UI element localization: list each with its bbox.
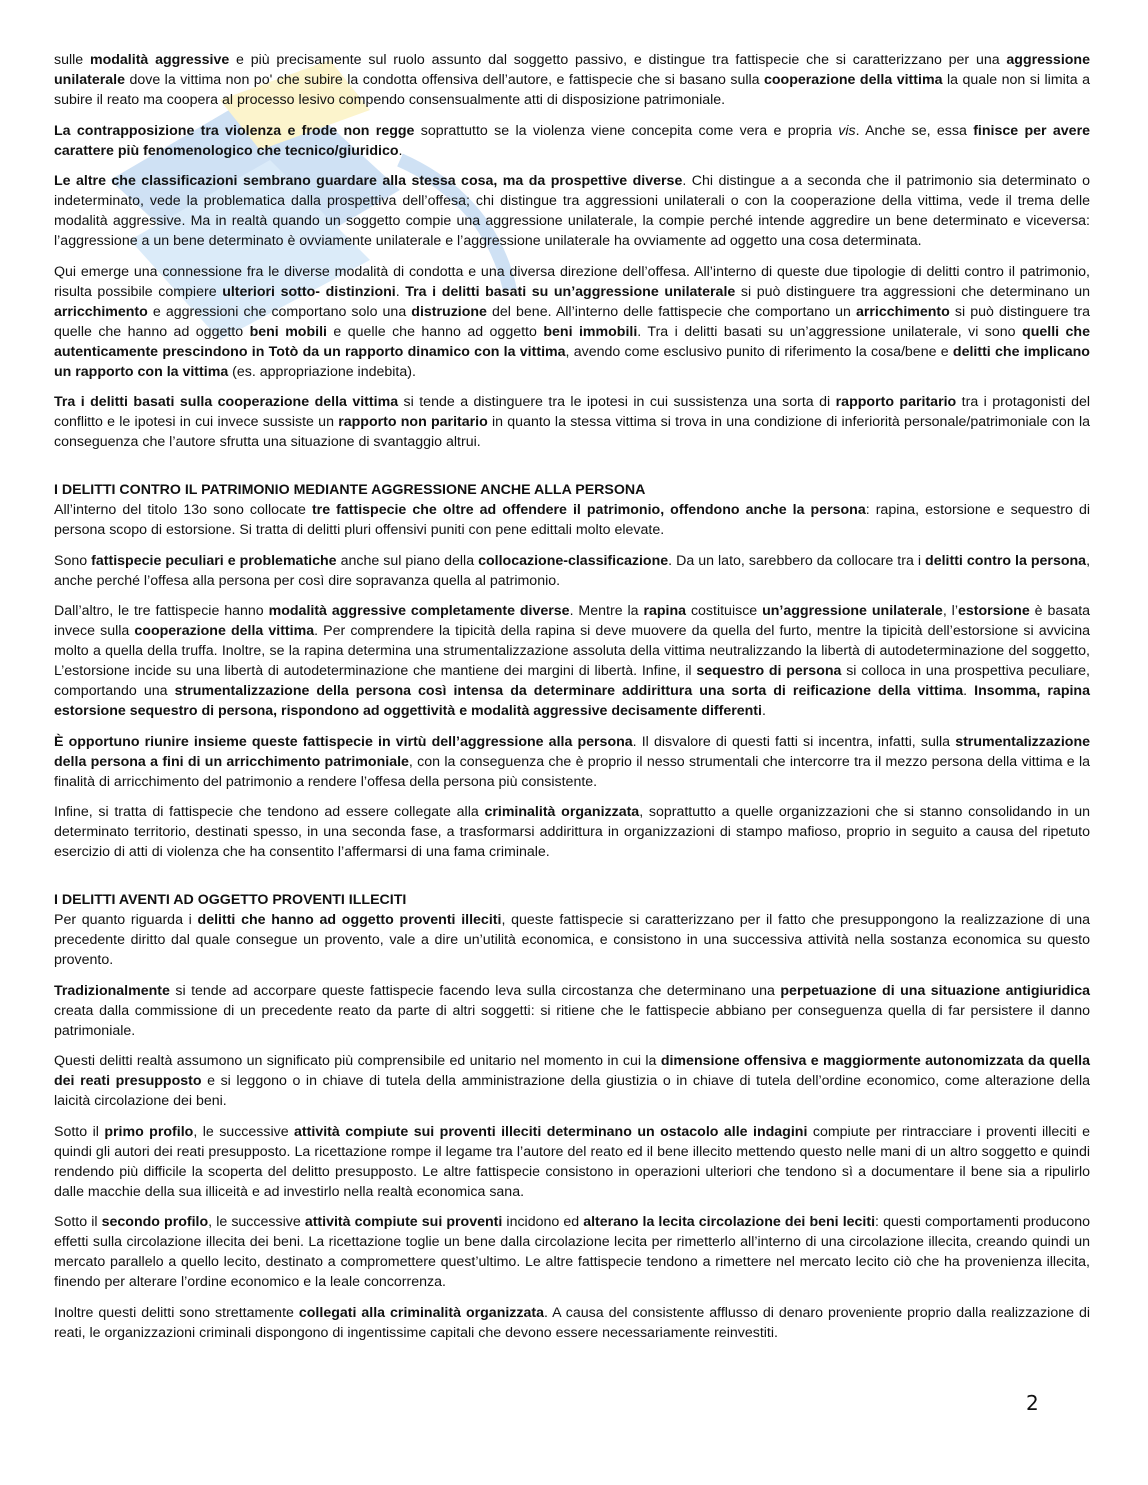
paragraph-12 [54, 981, 1090, 1041]
text-run: ulteriori sotto- distinzioni [222, 283, 396, 300]
text-run: . Da un lato, sarebbero da collocare tra i [668, 552, 926, 569]
text-run: beni immobili [543, 323, 638, 340]
text-run: Inoltre questi delitti sono strettamente [54, 1304, 299, 1321]
page-number: 2 [1026, 1391, 1039, 1415]
text-run: : questi comportamenti producono effetti sulla circolazione illecita dei beni. La ricettazione toglie un bene dalla circolazione lecita per rimetterlo all’interno di una circolazione illecita, creando quindi un mercato parallelo a quello lecito, destinato a compromettere quest’ultimo. Le altre fattispecie tendono a rimettere nel mercato lecito ciò che ha provenienza illecita, finendo per alterare l’ordine economico e la leale concorrenza. [54, 1214, 1090, 1290]
text-run: . Anche se, essa [855, 122, 974, 139]
text-run: alterano la lecita circolazione dei beni leciti [583, 1214, 876, 1230]
text-run: Dall’altro, le tre fattispecie hanno [54, 603, 269, 619]
text-run: beni mobili [249, 323, 327, 340]
text-run: , avendo come esclusivo punito di riferimento la cosa/bene e [565, 343, 953, 360]
text-run: , l’ [942, 603, 958, 619]
text-run: vis [838, 122, 856, 139]
text-run: e si leggono o in chiave di tutela della amministrazione della giustizia o in chiave di tutela dell’ordine economico, come alterazione della laicità circolazione dei beni. [54, 1073, 1090, 1109]
text-run: . [395, 283, 406, 300]
paragraph-5 [54, 392, 1090, 452]
text-run: creata dalla commissione di un precedente reato da parte di altri soggetti: si ritiene che le fattispecie abbiano per conseguenza quella di far persistere il danno patrimoniale. [54, 1002, 1090, 1039]
text-run: rapporto non paritario [338, 414, 488, 430]
text-run: (es. appropriazione indebita). [228, 363, 416, 380]
text-run: e aggressioni che comportano solo una [147, 303, 412, 320]
text-run: dimensione offensiva e maggiormente autonomizzata da quella dei reati presupposto [54, 1053, 1091, 1089]
section-heading-proventi: I DELITTI AVENTI AD OGGETTO PROVENTI ILLECITI [54, 892, 407, 908]
text-run: un’aggressione unilaterale [762, 603, 943, 619]
paragraph-4 [54, 262, 1090, 382]
paragraph-14 [54, 1122, 1090, 1202]
text-run: arricchimento [856, 303, 950, 320]
text-run: , soprattutto a quelle organizzazioni che si stanno consolidando in un determinato territorio, destinati spesso, in una seconda fase, a trasformarsi addirittura in organizzazioni di stampo mafioso, proprio in seguito a causa del ripetuto esercizio di atti di violenza che ha consentito l’affermarsi di una fama criminale. [54, 804, 1090, 860]
text-run: si può distinguere tra quelle che hanno ad oggetto [54, 303, 1090, 340]
text-run: anche sul piano della [336, 552, 479, 569]
text-run: cooperazione della vittima [764, 72, 943, 88]
text-run: Per quanto riguarda i [54, 912, 198, 928]
text-run: incidono ed [502, 1214, 584, 1230]
text-run: , le successive [193, 1123, 295, 1140]
text-run: si tende ad accorpare queste fattispecie facendo leva sulla circostanza che determinano una [169, 982, 781, 999]
text-run: si può distinguere tra aggressioni che determinano un [735, 283, 1091, 300]
text-run: , con la conseguenza che è proprio il nesso strumentali che intercorre tra il mezzo persona della vittima e la finalità di arricchimento del patrimonio a rendere l’offesa della persona più consistente. [54, 753, 1090, 790]
text-run: tra i protagonisti del conflitto e le ipotesi in cui invece sussiste un [54, 394, 1091, 430]
text-run: e quelle che hanno ad oggetto [326, 323, 544, 340]
text-run: . Tra i delitti basati su un’aggressione unilaterale, vi sono [637, 323, 1023, 340]
text-run: distruzione [411, 303, 487, 320]
text-run: estorsione [957, 603, 1030, 619]
paragraph-11 [54, 910, 1090, 970]
text-run: rapina [643, 603, 687, 619]
text-run: strumentalizzazione della persona così intensa da determinare addirittura una sorta di reificazione della vittima [174, 683, 964, 699]
text-run: aggressione unilaterale [54, 52, 1090, 88]
text-run: , anche perché l’offesa alla persona per così dire sopravanza quella al patrimonio. [54, 552, 1091, 589]
text-run: . A causa del consistente afflusso di denaro proveniente proprio dalla realizzazione di reati, le organizzazioni criminali dispongono di ingentissime capitali che devono essere necessariamente reinvestiti. [54, 1304, 1091, 1341]
paragraph-8 [54, 601, 1090, 721]
paragraph-6 [54, 500, 1090, 540]
text-run: è basata invece sulla [54, 603, 1091, 639]
document-page [54, 50, 1090, 1353]
text-run: , queste fattispecie si caratterizzano per il fatto che presuppongono la realizzazione di una precedente diritto dal quale consegue un provento, vale a dire un’utilità economica, e consistono in una successiva attività nella sostanza economica su questo provento. [54, 912, 1090, 968]
text-run: . [761, 703, 766, 719]
text-run: collegati alla criminalità organizzata [298, 1304, 545, 1321]
paragraph-3 [54, 171, 1090, 251]
text-run: Tradizionalmente [54, 982, 170, 999]
paragraph-10 [54, 802, 1090, 862]
text-run: . Il disvalore di questi fatti si incentra, infatti, sulla [632, 733, 956, 750]
text-run: Tra i delitti basati su un’aggressione unilaterale [405, 283, 736, 300]
text-run: Sotto il [54, 1214, 102, 1230]
text-run: Tra i delitti basati sulla cooperazione della vittima [54, 394, 399, 410]
text-run: collocazione-classificazione [478, 552, 669, 569]
text-run: primo profilo [104, 1123, 194, 1140]
text-run: : rapina, estorsione e sequestro di persona scopo di estorsione. Si tratta di delitti pluri offensivi puniti con pene edittali molto elevate. [54, 502, 1090, 538]
paragraph-2 [54, 121, 1090, 161]
text-run: . [398, 142, 403, 159]
text-run: attività compiute sui proventi illeciti determinano un ostacolo alle indagini [294, 1123, 808, 1140]
text-run: tre fattispecie che oltre ad offendere il patrimonio, offendono anche la persona [311, 502, 866, 518]
text-run: si colloca in una prospettiva peculiare, comportando una [54, 663, 1090, 699]
text-run: costituisce [686, 603, 763, 619]
text-run: . Per comprendere la tipicità della rapina si deve muovere da quella del furto, mentre la tipicità dell’estorsione si avvicina molto a quella della truffa. Inoltre, se la rapina determina una strumentalizzazione assoluta della vittima neutralizzando la libertà di autodeterminazione del soggetto, L’estorsione incide su una libertà di autodeterminazione che mantiene dei margini di libertà. Infine, il [54, 623, 1090, 679]
text-run: modalità aggressive [89, 52, 230, 68]
text-run: criminalità organizzata [484, 804, 640, 820]
text-run: perpetuazione di una situazione antigiuridica [780, 982, 1090, 999]
text-run: Qui emerge una connessione fra le diverse modalità di condotta e una diversa direzione dell’offesa. All’interno di queste due tipologie di delitti contro il patrimonio, risulta possibile compiere [54, 263, 1090, 300]
text-run: del bene. All’interno delle fattispecie che comportano un [486, 303, 856, 320]
text-run: in quanto la stessa vittima si trova in una condizione di inferiorità personale/patrimoniale con la conseguenza che l’autore sfrutta una situazione di svantaggio altrui. [54, 414, 1090, 450]
text-run: fattispecie peculiari e problematiche [91, 552, 337, 569]
text-run: Infine, si tratta di fattispecie che tendono ad essere collegate alla [54, 804, 485, 820]
text-run: sulle [54, 52, 90, 68]
text-run: compiute per rintracciare i proventi illeciti e quindi gli autori dei reati presupposto. La ricettazione rompe il legame tra l’autore del reato ed il bene illecito mettendo questo nelle mani di un altro soggetto e quindi rendendo più difficile la scoperta del delitto presupposto. Le altre fattispecie consistono in operazioni ulteriori che tendono sì a documentare il bene sia a ripulirlo dalle macchie della sua illiceità e ad investirlo nella realtà economica sana. [54, 1123, 1090, 1200]
text-run: attività compiute sui proventi [304, 1214, 503, 1230]
text-run: , le successive [208, 1214, 305, 1230]
text-run: arricchimento [54, 303, 148, 320]
text-run: Le altre che classificazioni sembrano guardare alla stessa cosa, ma da prospettive diverse [54, 173, 683, 189]
text-run: È opportuno riunire insieme queste fattispecie in virtù dell’aggressione alla persona [54, 733, 633, 750]
text-run: Insomma, rapina estorsione sequestro di persona, rispondono ad oggettività e modalità aggressive decisamente differenti [54, 683, 1090, 719]
text-run: modalità aggressive completamente diverse [268, 603, 570, 619]
text-run: rapporto paritario [835, 394, 957, 410]
text-run: sequestro di persona [696, 663, 842, 679]
text-run: Questi delitti realtà assumono un significato più comprensibile ed unitario nel momento in cui la [54, 1053, 661, 1069]
text-run: soprattutto se la violenza viene concepita come vera e propria [414, 122, 839, 139]
text-run: secondo profilo [101, 1214, 209, 1230]
text-run: delitti che implicano un rapporto con la vittima [54, 343, 1090, 380]
text-run: Sono [54, 552, 92, 569]
paragraph-15 [54, 1212, 1090, 1292]
text-run: dove la vittima non po' che subire la condotta offensiva dell’autore, e fattispecie che si basano sulla [124, 72, 764, 88]
text-run: La contrapposizione tra violenza e frode non regge [54, 122, 415, 139]
paragraph-1 [54, 50, 1090, 110]
text-run: . [963, 683, 975, 699]
paragraph-13 [54, 1051, 1090, 1111]
text-run: delitti contro la persona [925, 552, 1087, 569]
text-run: cooperazione della vittima [134, 623, 315, 639]
text-run: . Chi distingue a a seconda che il patrimonio sia determinato o indeterminato, vede la problematica dalla prospettiva dell’offesa; chi distingue tra aggressioni unilaterali o con la cooperazione della vittima, vede il trema delle modalità aggressive. Ma in realtà quando un soggetto compie una aggressione unilaterale, la compie perché intende aggredire un bene determinato e viceversa: l’aggressione a un bene determinato è ovviamente unilaterale e l’aggressione unilaterale ha ovviamente ad oggetto una cosa determinata. [54, 173, 1091, 249]
section-heading-persona: I DELITTI CONTRO IL PATRIMONIO MEDIANTE AGGRESSIONE ANCHE ALLA PERSONA [54, 482, 646, 498]
text-run: Sotto il [54, 1123, 105, 1140]
text-run: la quale non si limita a subire il reato ma coopera al processo lesivo compendo consensualmente atti di disposizione patrimoniale. [54, 72, 1090, 108]
text-run: delitti che hanno ad oggetto proventi illeciti [197, 912, 502, 928]
paragraph-9 [54, 732, 1090, 792]
text-run: finisce per avere carattere più fenomenologico che tecnico/giuridico [54, 122, 1090, 159]
text-run: si tende a distinguere tra le ipotesi in cui sussistenza una sorta di [398, 394, 836, 410]
text-run: All’interno del titolo 13o sono collocate [54, 502, 312, 518]
text-run: . Mentre la [569, 603, 644, 619]
text-run: quelli che autenticamente prescindono in Totò da un rapporto dinamico con la vittima [54, 323, 1090, 360]
paragraph-16 [54, 1303, 1090, 1343]
text-run: e più precisamente sul ruolo assunto dal soggetto passivo, e distingue tra fattispecie che si caratterizzano per una [229, 52, 1007, 68]
paragraph-7 [54, 551, 1090, 591]
text-run: strumentalizzazione della persona a fini di un arricchimento patrimoniale [54, 733, 1090, 770]
